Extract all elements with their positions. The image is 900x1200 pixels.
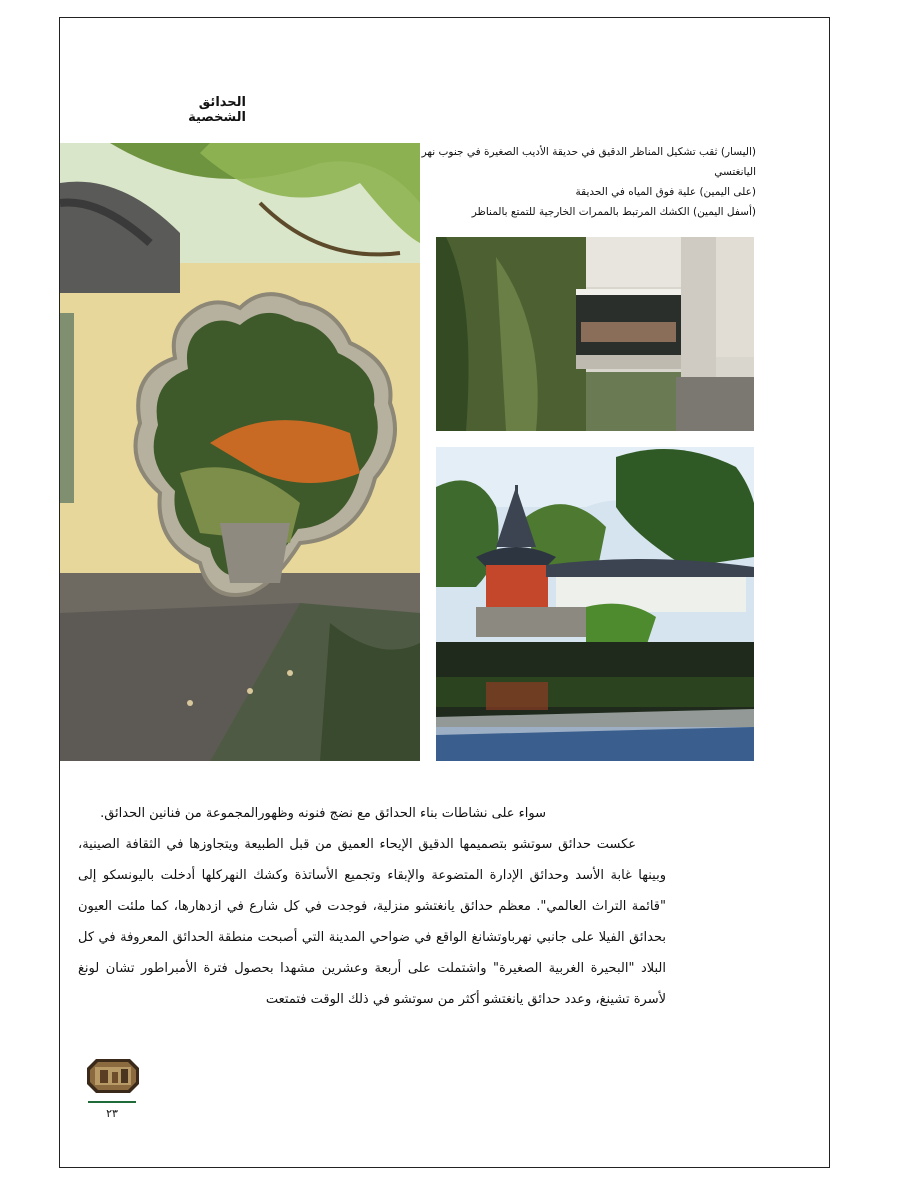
caption-line: (اليسار) ثقب تشكيل المناظر الدقيق في حديقة الأديب الصغيرة في جنوب نهر	[421, 146, 756, 158]
photo-pond-pavilion	[436, 447, 754, 761]
body-text	[78, 798, 666, 1015]
page-number: ٢٣	[106, 1107, 118, 1120]
caption-line: اليانغتسي	[714, 166, 756, 178]
photo-moon-gate	[60, 143, 420, 761]
caption-line: (على اليمين) علية فوق المياه في الحديقة	[575, 186, 756, 198]
photo-captions	[421, 142, 756, 222]
caption-line: (أسفل اليمين) الكشك المرتبط بالممرات الخارجية للتمتع بالمناظر	[471, 206, 756, 218]
main-paragraph: عكست حدائق سوتشو بتصميمها الدقيق الإيحاء العميق من قبل الطبيعة ويتجاوزها في الثقافة الصينية، وبينها غابة الأسد وحدائق الإدارة المتضوعة والإبقاء وتجميع الأساتذة وكشك النهركلها أدخلت باليونسكو إلى "قائمة التراث العالمي". معظم حدائق يانغتشو منزلية، فوجدت في كل شارع في ازدهارها، كما ملئت العيون بحدائق الفيلا على جانبي نهرباوتشانغ الواقع في ضواحي المدينة التي أصبحت منطقة الحدائق المعروفة في كل البلاد "البحيرة الغربية الصغيرة" واشتملت على أربعة وعشرين مشهدا بحصول فترة الأمبراطور تشان لونغ لأسرة تشينغ، وعدد حدائق يانغتشو أكثر من سوتشو في ذلك الوقت فتمتعت	[78, 837, 666, 1007]
photo-water-pavilion	[436, 237, 754, 431]
intro-paragraph: سواء على نشاطات بناء الحدائق مع نضج فنونه وظهورالمجموعة من فنانين الحدائق.	[100, 806, 546, 821]
section-title: الحدائق الشخصية	[188, 95, 246, 125]
page-number-rule	[88, 1101, 136, 1103]
decorative-seal-icon	[86, 1058, 140, 1094]
